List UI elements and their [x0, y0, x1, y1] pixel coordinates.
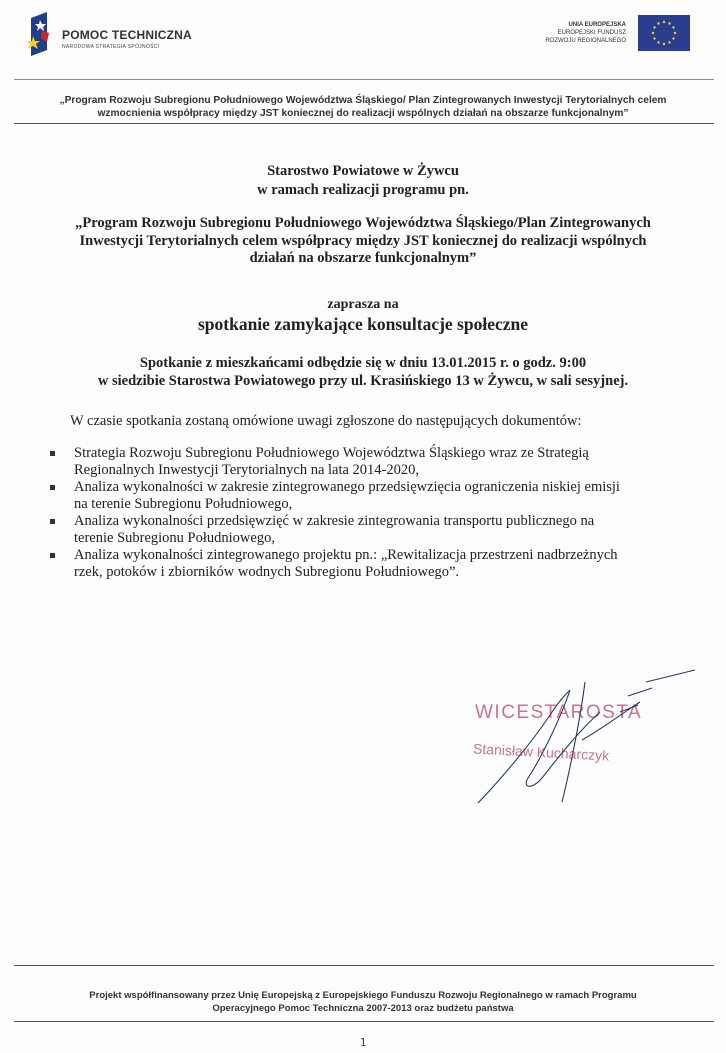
issuer-line2: w ramach realizacji programu pn.: [257, 182, 469, 198]
footer-line2: Operacyjnego Pomoc Techniczna 2007-2013 oraz budżetu państwa: [212, 1003, 514, 1014]
footer-divider-top: [14, 965, 714, 966]
list-item-line2: na terenie Subregionu Południowego,: [74, 496, 293, 512]
pomoc-techniczna-subtitle: NARODOWA STRATEGIA SPÓJNOŚCI: [62, 44, 160, 50]
list-item: [50, 479, 710, 513]
list-item-line1: Analiza wykonalności przedsięwzięć w zakresie zintegrowania transportu publicznego na: [74, 513, 595, 529]
meeting-details: [0, 355, 726, 390]
header-divider-bottom: [14, 123, 714, 124]
bullet-icon: [50, 519, 55, 524]
eu-line1: UNIA EUROPEJSKA: [568, 22, 626, 28]
list-item-line2: Regionalnych Inwestycji Terytorialnych na lata 2014-2020,: [74, 462, 420, 478]
meeting-line1: Spotkanie z mieszkańcami odbędzie się w dniu 13.01.2015 r. o godz. 9:00: [139, 355, 587, 371]
program-title-line3: działań na obszarze funkcjonalnym”: [249, 250, 477, 266]
eu-logo-text: [545, 21, 626, 45]
bullet-icon: [50, 485, 55, 490]
list-item-line1: Analiza wykonalności w zakresie zintegrowanego przedsięwzięcia ograniczenia niskiej emisji: [74, 479, 620, 495]
list-item-line1: Strategia Rozwoju Subregionu Południowego Województwa Śląskiego wraz ze Strategią: [74, 445, 589, 461]
eu-line3: ROZWOJU REGIONALNEGO: [545, 38, 626, 44]
program-title-line2: Inwestycji Terytorialnych celem współpracy między JST koniecznej do realizacji wspólnych: [79, 232, 647, 249]
pomoc-techniczna-title: POMOC TECHNICZNA: [62, 28, 192, 42]
program-title-block: [0, 215, 726, 268]
list-item: [50, 513, 710, 547]
list-item-line1: Analiza wykonalności zintegrowanego projektu pn.: „Rewitalizacja przestrzeni nadbrzeżnych: [74, 547, 618, 563]
header-program-line2: wzmocnienia współpracy między JST koniecznej do realizacji wspólnych działań na obszarze funkcjonalnym”: [97, 108, 629, 119]
handwritten-signature-icon: [470, 660, 700, 810]
list-item-line2: rzek, potoków i zbiorników wodnych Subregionu Południowego”.: [74, 564, 460, 580]
footer-funding-text: [0, 989, 726, 1015]
issuer-block: [0, 162, 726, 200]
header-program-line1: „Program Rozwoju Subregionu Południowego Województwa Śląskiego/ Plan Zintegrowanych Inwestycji Terytorialnych celem: [59, 95, 667, 106]
program-title-line1: „Program Rozwoju Subregionu Południowego Województwa Śląskiego/Plan Zintegrowanych: [75, 215, 651, 231]
eu-line2: EUROPEJSKI FUNDUSZ: [557, 30, 626, 36]
header-program-text: [0, 94, 726, 120]
documents-list: [50, 445, 710, 581]
footer-divider-bottom: [14, 1021, 714, 1022]
page-number: 1: [359, 1036, 367, 1049]
invites-text: zaprasza na: [327, 297, 399, 312]
list-item: [50, 445, 710, 479]
list-item: [50, 547, 710, 581]
issuer-line1: Starostwo Powiatowe w Żywcu: [267, 163, 459, 179]
stamp-name: Stanisław Kucharczyk: [472, 740, 610, 764]
bullet-icon: [50, 451, 55, 456]
header-divider-top: [14, 79, 714, 80]
documents-intro: W czasie spotkania zostaną omówione uwagi zgłoszone do następujących dokumentów:: [70, 413, 582, 429]
list-item-line2: terenie Subregionu Południowego,: [74, 530, 275, 546]
stamp-title: WICESTAROSTA: [475, 702, 643, 723]
pomoc-techniczna-logo-icon: [27, 12, 51, 56]
bullet-icon: [50, 553, 55, 558]
event-title: spotkanie zamykające konsultacje społeczne: [197, 314, 529, 334]
eu-flag-icon: [638, 15, 690, 51]
meeting-line2: w siedzibie Starostwa Powiatowego przy ul. Krasińskiego 13 w Żywcu, w sali sesyjnej.: [97, 372, 629, 389]
footer-line1: Projekt współfinansowany przez Unię Europejską z Europejskiego Funduszu Rozwoju Regionalnego w ramach Programu: [89, 990, 637, 1001]
